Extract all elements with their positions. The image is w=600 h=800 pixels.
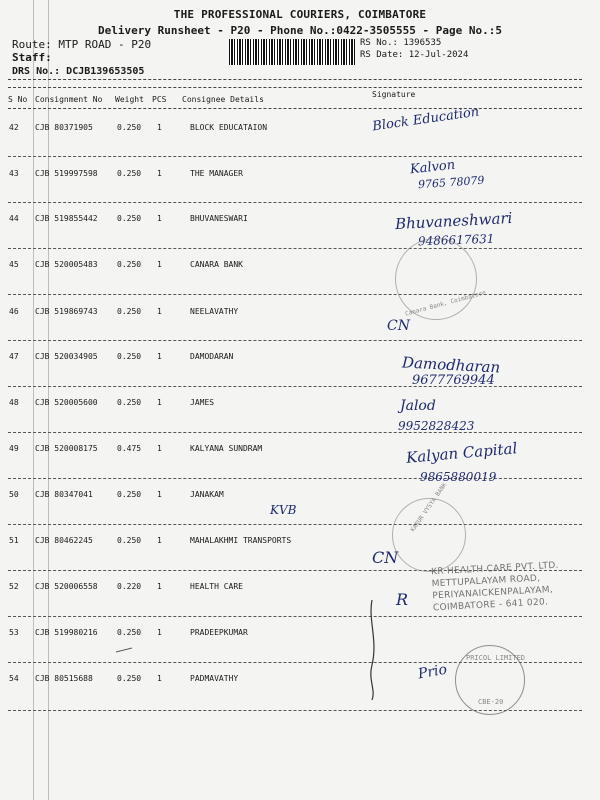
signature-47-phone: 9677769944 (412, 373, 495, 388)
pen-mark (116, 648, 132, 652)
signature-51: CN (372, 548, 399, 567)
row-consignment: CJB 519869743 (35, 307, 98, 316)
row-consignee: MAHALAKHMI TRANSPORTS (190, 536, 292, 545)
kvb-stamp-text: KARUR VYSYA BANK (409, 481, 449, 534)
row-sno: 53 (9, 628, 19, 637)
route-label: Route: MTP ROAD - P20 (12, 38, 152, 51)
row-pcs: 1 (157, 398, 162, 407)
row-pcs: 1 (157, 490, 162, 499)
row-sno: 45 (9, 260, 19, 269)
column-header-consignment: Consignment No (35, 95, 103, 104)
row-weight: 0.475 (117, 444, 142, 453)
row-consignment: CJB 80371905 (35, 123, 93, 132)
row-weight: 0.250 (117, 490, 142, 499)
row-weight: 0.250 (117, 398, 142, 407)
column-header-weight: Weight (115, 95, 144, 104)
signature-47-name: Damodharan (401, 353, 501, 377)
row-consignee: PADMAVATHY (190, 674, 239, 683)
row-pcs: 1 (157, 260, 162, 269)
row-consignment: CJB 80515688 (35, 674, 93, 683)
row-consignee: NEELAVATHY (190, 307, 239, 316)
row-weight: 0.220 (117, 582, 142, 591)
signature-49-name: Kalyan Capital (405, 439, 518, 467)
signature-54: Prio (416, 661, 449, 683)
signature-42: Block Education (371, 104, 481, 135)
row-sno: 42 (9, 123, 19, 132)
row-consignee: KALYANA SUNDRAM (190, 444, 263, 453)
row-pcs: 1 (157, 628, 162, 637)
column-header-pcs: PCS (152, 95, 167, 104)
row-weight: 0.250 (117, 307, 142, 316)
row-weight: 0.250 (117, 536, 142, 545)
row-pcs: 1 (157, 352, 162, 361)
row-pcs: 1 (157, 123, 162, 132)
rs-date: RS Date: 12-Jul-2024 (360, 50, 469, 60)
row-sno: 50 (9, 490, 19, 499)
row-consignee: THE MANAGER (190, 169, 243, 178)
signature-43-name: Kalvon (409, 157, 456, 178)
rs-number: RS No.: 1396535 (360, 38, 442, 48)
row-sno: 47 (9, 352, 19, 361)
row-consignee: BLOCK EDUCATAION (190, 123, 268, 132)
signature-46: CN (387, 318, 410, 334)
staff-label: Staff: (12, 51, 52, 64)
row-pcs: 1 (157, 582, 162, 591)
row-consignment: CJB 519980216 (35, 628, 98, 637)
row-pcs: 1 (157, 536, 162, 545)
pen-mark (371, 600, 374, 700)
row-sno: 44 (9, 214, 19, 223)
row-sno: 43 (9, 169, 19, 178)
row-weight: 0.250 (117, 214, 142, 223)
signature-44-phone: 9486617631 (417, 231, 495, 249)
row-sno: 46 (9, 307, 19, 316)
row-pcs: 1 (157, 444, 162, 453)
row-consignment: CJB 520005600 (35, 398, 98, 407)
company-title: THE PROFESSIONAL COURIERS, COIMBATORE (173, 8, 427, 21)
row-consignee: JAMES (190, 398, 215, 407)
row-consignment: CJB 519855442 (35, 214, 98, 223)
row-consignee: DAMODARAN (190, 352, 234, 361)
signature-52: R (396, 590, 409, 609)
stamp-line: COIMBATORE - 641 020. (432, 597, 549, 614)
column-header-signature: Signature (372, 90, 416, 99)
row-consignee: JANAKAM (190, 490, 224, 499)
signature-50: KVB (270, 503, 297, 517)
canara-stamp-text: Canara Bank, Coimbatore (404, 289, 487, 318)
row-consignment: CJB 520008175 (35, 444, 98, 453)
row-sno: 48 (9, 398, 19, 407)
row-consignment: CJB 520006558 (35, 582, 98, 591)
signature-44-name: Bhuvaneshwari (394, 208, 513, 234)
row-pcs: 1 (157, 674, 162, 683)
signature-48-phone: 9952828423 (398, 419, 475, 433)
runsheet-subtitle: Delivery Runsheet - P20 - Phone No.:0422-3505555 - Page No.:5 (98, 24, 502, 37)
row-consignment: CJB 519997598 (35, 169, 98, 178)
drs-number: DRS No.: DCJB139653505 (12, 66, 145, 77)
row-pcs: 1 (157, 214, 162, 223)
stamp-line: METTUPALAYAM ROAD, (431, 573, 541, 590)
row-consignee: HEALTH CARE (190, 582, 243, 591)
signature-43-phone: 9765 78079 (417, 173, 485, 192)
row-weight: 0.250 (117, 352, 142, 361)
row-weight: 0.250 (117, 260, 142, 269)
row-weight: 0.250 (117, 123, 142, 132)
row-weight: 0.250 (117, 628, 142, 637)
row-consignee: BHUVANESWARI (190, 214, 248, 223)
row-sno: 52 (9, 582, 19, 591)
row-pcs: 1 (157, 307, 162, 316)
row-sno: 49 (9, 444, 19, 453)
row-consignment: CJB 520005483 (35, 260, 98, 269)
stamp-line: PERIYANAICKENPALAYAM, (432, 585, 554, 602)
row-consignee: CANARA BANK (190, 260, 243, 269)
row-consignee: PRADEEPKUMAR (190, 628, 248, 637)
pricol-stamp-text: PRICOL LIMITED (466, 654, 526, 662)
row-consignment: CJB 80347041 (35, 490, 93, 499)
signature-49-phone: 9865880019 (420, 470, 497, 484)
stamp-line: KR HEALTH CARE PVT. LTD. (430, 560, 560, 578)
column-header-consignee: Consignee Details (182, 95, 264, 104)
row-pcs: 1 (157, 169, 162, 178)
pricol-stamp-code: CBE-20 (478, 698, 504, 706)
row-consignment: CJB 520034905 (35, 352, 98, 361)
row-sno: 51 (9, 536, 19, 545)
signature-48-name: Jalod (400, 398, 436, 414)
row-consignment: CJB 80462245 (35, 536, 93, 545)
column-header-sno: S No (8, 95, 28, 104)
row-sno: 54 (9, 674, 19, 683)
row-weight: 0.250 (117, 674, 142, 683)
row-weight: 0.250 (117, 169, 142, 178)
